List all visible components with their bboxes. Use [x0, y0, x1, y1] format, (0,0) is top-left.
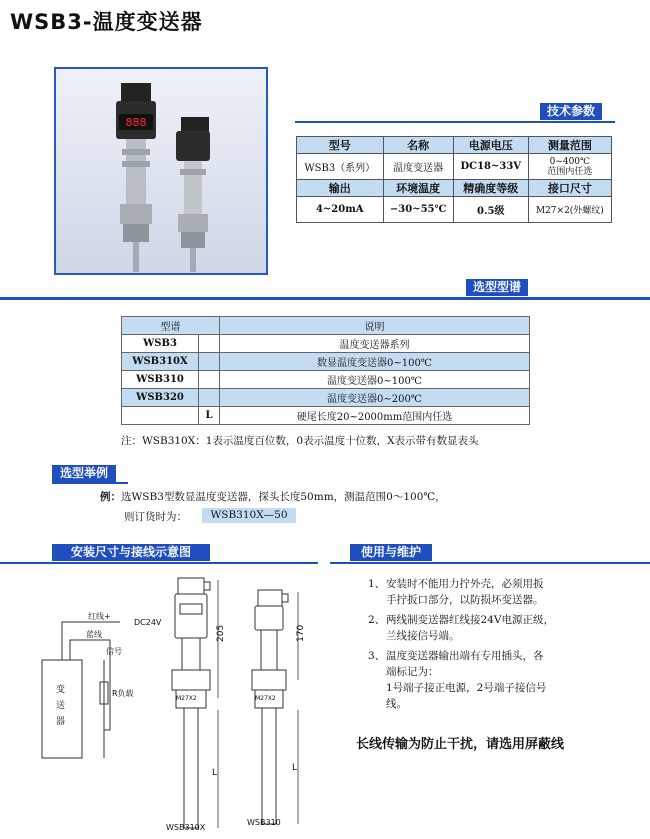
- maintenance-item: [368, 648, 638, 712]
- maintenance-line: 安装时不能用力拧外壳，必须用扳: [386, 578, 544, 590]
- example-divider: [52, 482, 128, 484]
- transmitter-char: 器: [56, 717, 66, 727]
- spec-value-interface: M27×2(外螺纹): [528, 197, 611, 223]
- model-row: [122, 335, 530, 353]
- maintenance-line: 手拧扳口部分，以防损坏变送器。: [386, 594, 544, 606]
- model-header-row: [122, 317, 530, 335]
- transmitter-image: [56, 69, 266, 273]
- maintenance-line: 两线制变送器红线接24V电源正级，: [386, 614, 554, 626]
- specs-value-row-2: [297, 197, 612, 223]
- model-row-code: WSB310: [122, 371, 199, 389]
- maintenance-line: 兰线接信号端。: [386, 630, 460, 642]
- example-text: 选WSB3型数显温度变送器，探头长度50mm，测温范围0～100℃，: [121, 491, 446, 503]
- transmitter-char: 变: [56, 685, 66, 695]
- model-row-code: WSB310X: [122, 353, 199, 371]
- spec-value-accuracy: 0.5级: [453, 197, 528, 223]
- model-row-code: [122, 407, 199, 425]
- spec-value-voltage: DC18~33V: [453, 154, 528, 180]
- model-row-sub: L: [199, 407, 220, 425]
- specs-header-row-1: [297, 137, 612, 154]
- dim-170-label: 170: [296, 624, 306, 642]
- maintenance-item: [368, 612, 638, 644]
- maintenance-line: 端标记为：: [386, 666, 439, 678]
- signal-label: 信号: [106, 647, 122, 656]
- dim-l-left-label: L: [212, 768, 218, 778]
- model-row-code: WSB320: [122, 389, 199, 407]
- model-row-desc: 数显温度变送器0~100℃: [220, 353, 530, 371]
- power-label: DC24V: [134, 618, 162, 627]
- spec-value-range: [528, 154, 611, 180]
- spec-header-name: 名称: [383, 137, 453, 154]
- led-display: 888: [125, 116, 147, 129]
- spec-range-line-2: 范围内任选: [547, 166, 593, 177]
- shield-cable-warning: 长线传输为防止干扰，请选用屏蔽线: [356, 737, 565, 752]
- model-row-desc: 温度变送器0~100℃: [220, 371, 530, 389]
- spec-header-accuracy: 精确度等级: [453, 180, 528, 197]
- page-title: WSB3-温度变送器: [10, 10, 203, 34]
- specs-header-row-2: [297, 180, 612, 197]
- spec-value-output: 4~20mA: [297, 197, 384, 223]
- maintenance-divider: [330, 562, 650, 564]
- example-line: [100, 489, 446, 504]
- maintenance-heading: 使用与维护: [350, 544, 432, 561]
- thread-left-label: M27X2: [176, 695, 197, 702]
- spec-header-interface: 接口尺寸: [528, 180, 611, 197]
- drawing-wsb310x: [172, 578, 226, 828]
- spec-range-line-1: 0~400℃: [549, 156, 591, 167]
- model-table: [121, 316, 530, 425]
- specs-value-row-1: [297, 154, 612, 180]
- order-code: WSB310X—50: [202, 508, 296, 523]
- model-row-code: WSB3: [122, 335, 199, 353]
- model-label-left: WSB310X: [166, 823, 206, 832]
- model-label-right: WSB310: [247, 818, 281, 827]
- product-photo: [54, 67, 268, 275]
- spec-header-ambient: 环境温度: [383, 180, 453, 197]
- spec-header-range: 测量范围: [528, 137, 611, 154]
- spec-value-model: WSB3（系列）: [297, 154, 384, 180]
- maintenance-item-num: 2、: [368, 614, 386, 626]
- maintenance-line: 温度变送器输出端有专用插头，各: [386, 650, 544, 662]
- model-row-sub: [199, 389, 220, 407]
- model-header-code: 型谱: [122, 317, 220, 335]
- maintenance-line: 1号端子接正电源，2号端子接信号: [386, 682, 547, 694]
- red-wire-label: 红线+: [88, 612, 111, 621]
- dimension-drawing: [160, 570, 320, 835]
- maintenance-list: [368, 576, 638, 712]
- specs-divider: [295, 121, 615, 123]
- maintenance-item-num: 3、: [368, 650, 386, 662]
- install-divider: [0, 562, 318, 564]
- specs-table: [296, 136, 612, 223]
- example-prefix: 例：: [100, 491, 121, 503]
- model-row: [122, 407, 530, 425]
- install-heading: 安装尺寸与接线示意图: [52, 544, 210, 561]
- model-note: 注：WSB310X：1表示温度百位数，0表示温度十位数，X表示带有数显表头: [121, 435, 479, 447]
- drawing-wsb310: [252, 590, 306, 824]
- model-chart-heading: 选型型谱: [466, 279, 528, 296]
- spec-header-output: 输出: [297, 180, 384, 197]
- dim-205-label: 205: [216, 624, 226, 642]
- spec-header-voltage: 电源电压: [453, 137, 528, 154]
- spec-value-name: 温度变送器: [383, 154, 453, 180]
- model-header-desc: 说明: [220, 317, 530, 335]
- model-row: [122, 353, 530, 371]
- thread-right-label: M27X2: [255, 695, 276, 702]
- model-row: [122, 371, 530, 389]
- maintenance-item-num: 1、: [368, 578, 386, 590]
- model-row-sub: [199, 371, 220, 389]
- model-row-desc: 温度变送器系列: [220, 335, 530, 353]
- maintenance-item: [368, 576, 638, 608]
- dim-l-right-label: L: [292, 763, 298, 773]
- maintenance-line: 线。: [386, 698, 407, 710]
- transmitter-char: 送: [56, 701, 66, 711]
- load-label: R负载: [112, 689, 134, 698]
- spec-value-ambient: −30~55℃: [383, 197, 453, 223]
- model-row-desc: 温度变送器0~200℃: [220, 389, 530, 407]
- spec-header-model: 型号: [297, 137, 384, 154]
- wiring-diagram: [40, 610, 170, 760]
- blue-wire-label: 蓝线: [86, 630, 102, 639]
- model-row: [122, 389, 530, 407]
- model-row-desc: 硬尾长度20~2000mm范围内任选: [220, 407, 530, 425]
- model-row-sub: [199, 353, 220, 371]
- model-row-sub: [199, 335, 220, 353]
- specs-heading: 技术参数: [540, 103, 602, 120]
- order-label: 则订货时为：: [124, 511, 187, 523]
- example-heading: 选型举例: [52, 465, 116, 482]
- model-divider: [0, 297, 650, 300]
